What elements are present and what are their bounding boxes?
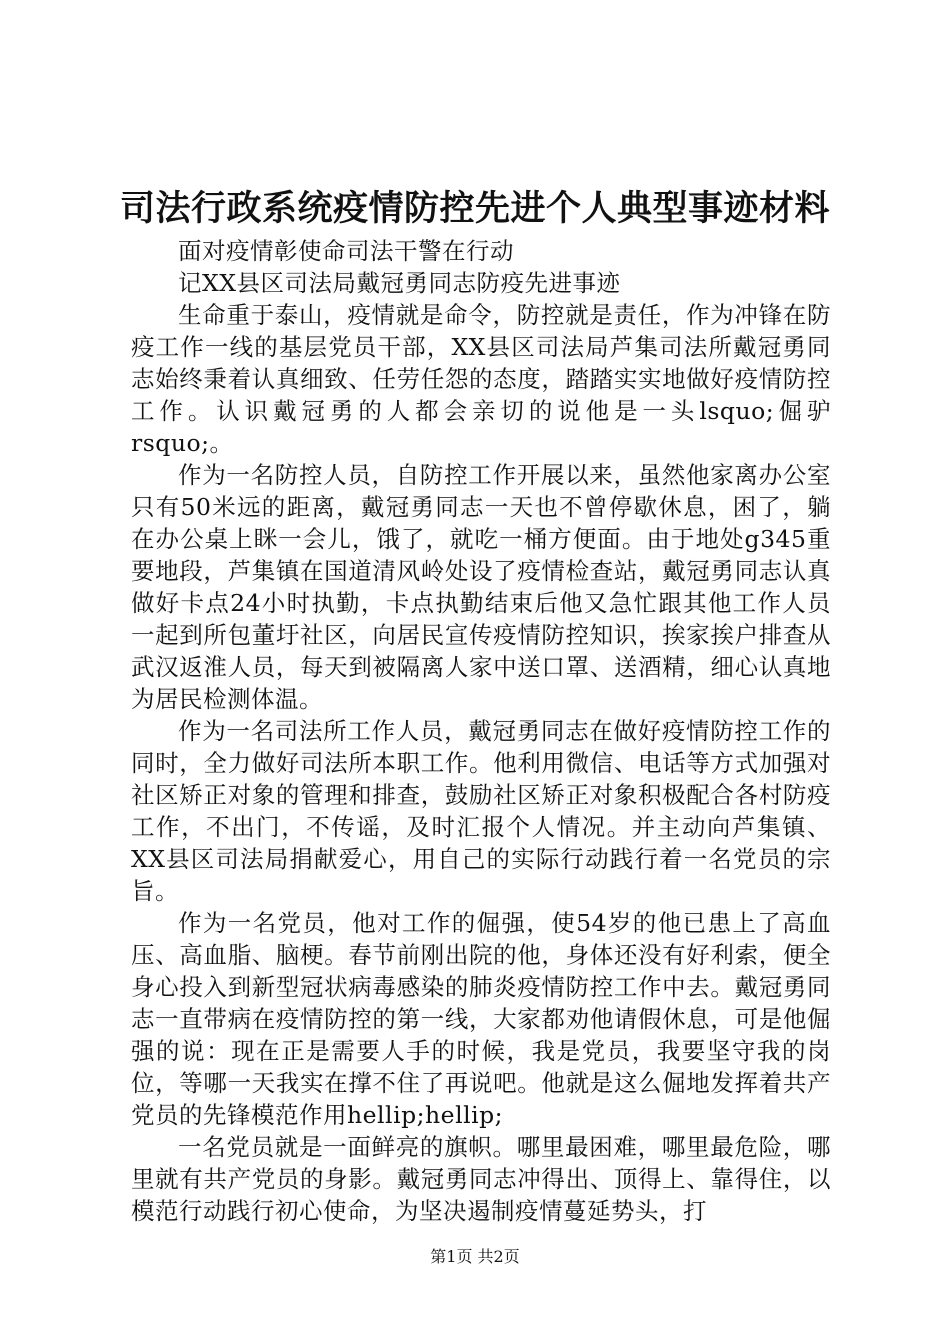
subtitle-line-1: 面对疫情彰使命司法干警在行动 xyxy=(178,237,514,265)
paragraph-1: 生命重于泰山，疫情就是命令，防控就是责任，作为冲锋在防疫工作一线的基层党员干部，XX县区司法局芦集司法所戴冠勇同志始终秉着认真细致、任劳任怨的态度，踏踏实实地做好疫情防控工作。认识戴冠勇的人都会亲切的说他是一头lsquo;倔驴rsquo;。 xyxy=(131,301,831,457)
subtitle-line-2: 记XX县区司法局戴冠勇同志防疫先进事迹 xyxy=(178,269,621,297)
paragraph-4: 作为一名党员，他对工作的倔强，使54岁的他已患上了高血压、高血脂、脑梗。春节前刚出院的他，身体还没有好利索，便全身心投入到新型冠状病毒感染的肺炎疫情防控工作中去。戴冠勇同志一直带病在疫情防控的第一线，大家都劝他请假休息，可是他倔强的说：现在正是需要人手的时候，我是党员，我要坚守我的岗位，等哪一天我实在撑不住了再说吧。他就是这么倔地发挥着共产党员的先锋模范作用hellip;hellip; xyxy=(131,909,831,1129)
paragraph-2: 作为一名防控人员，自防控工作开展以来，虽然他家离办公室只有50米远的距离，戴冠勇同志一天也不曾停歇休息，困了，躺在办公桌上眯一会儿，饿了，就吃一桶方便面。由于地处g345重要地段，芦集镇在国道清风岭处设了疫情检查站，戴冠勇同志认真做好卡点24小时执勤，卡点执勤结束后他又急忙跟其他工作人员一起到所包董圩社区，向居民宣传疫情防控知识，挨家挨户排查从武汉返淮人员，每天到被隔离人家中送口罩、送酒精，细心认真地为居民检测体温。 xyxy=(131,461,831,713)
paragraph-5: 一名党员就是一面鲜亮的旗帜。哪里最困难，哪里最危险，哪里就有共产党员的身影。戴冠勇同志冲得出、顶得上、靠得住，以模范行动践行初心使命，为坚决遏制疫情蔓延势头，打 xyxy=(131,1133,831,1225)
document-body xyxy=(131,235,831,1227)
document-title: 司法行政系统疫情防控先进个人典型事迹材料 xyxy=(119,188,830,229)
paragraph-3: 作为一名司法所工作人员，戴冠勇同志在做好疫情防控工作的同时，全力做好司法所本职工作。他利用微信、电话等方式加强对社区矫正对象的管理和排查，鼓励社区矫正对象积极配合各村防疫工作，不出门，不传谣，及时汇报个人情况。并主动向芦集镇、XX县区司法局捐献爱心，用自己的实际行动践行着一名党员的宗旨。 xyxy=(131,717,831,905)
page-number: 第1页 共2页 xyxy=(430,1247,520,1266)
